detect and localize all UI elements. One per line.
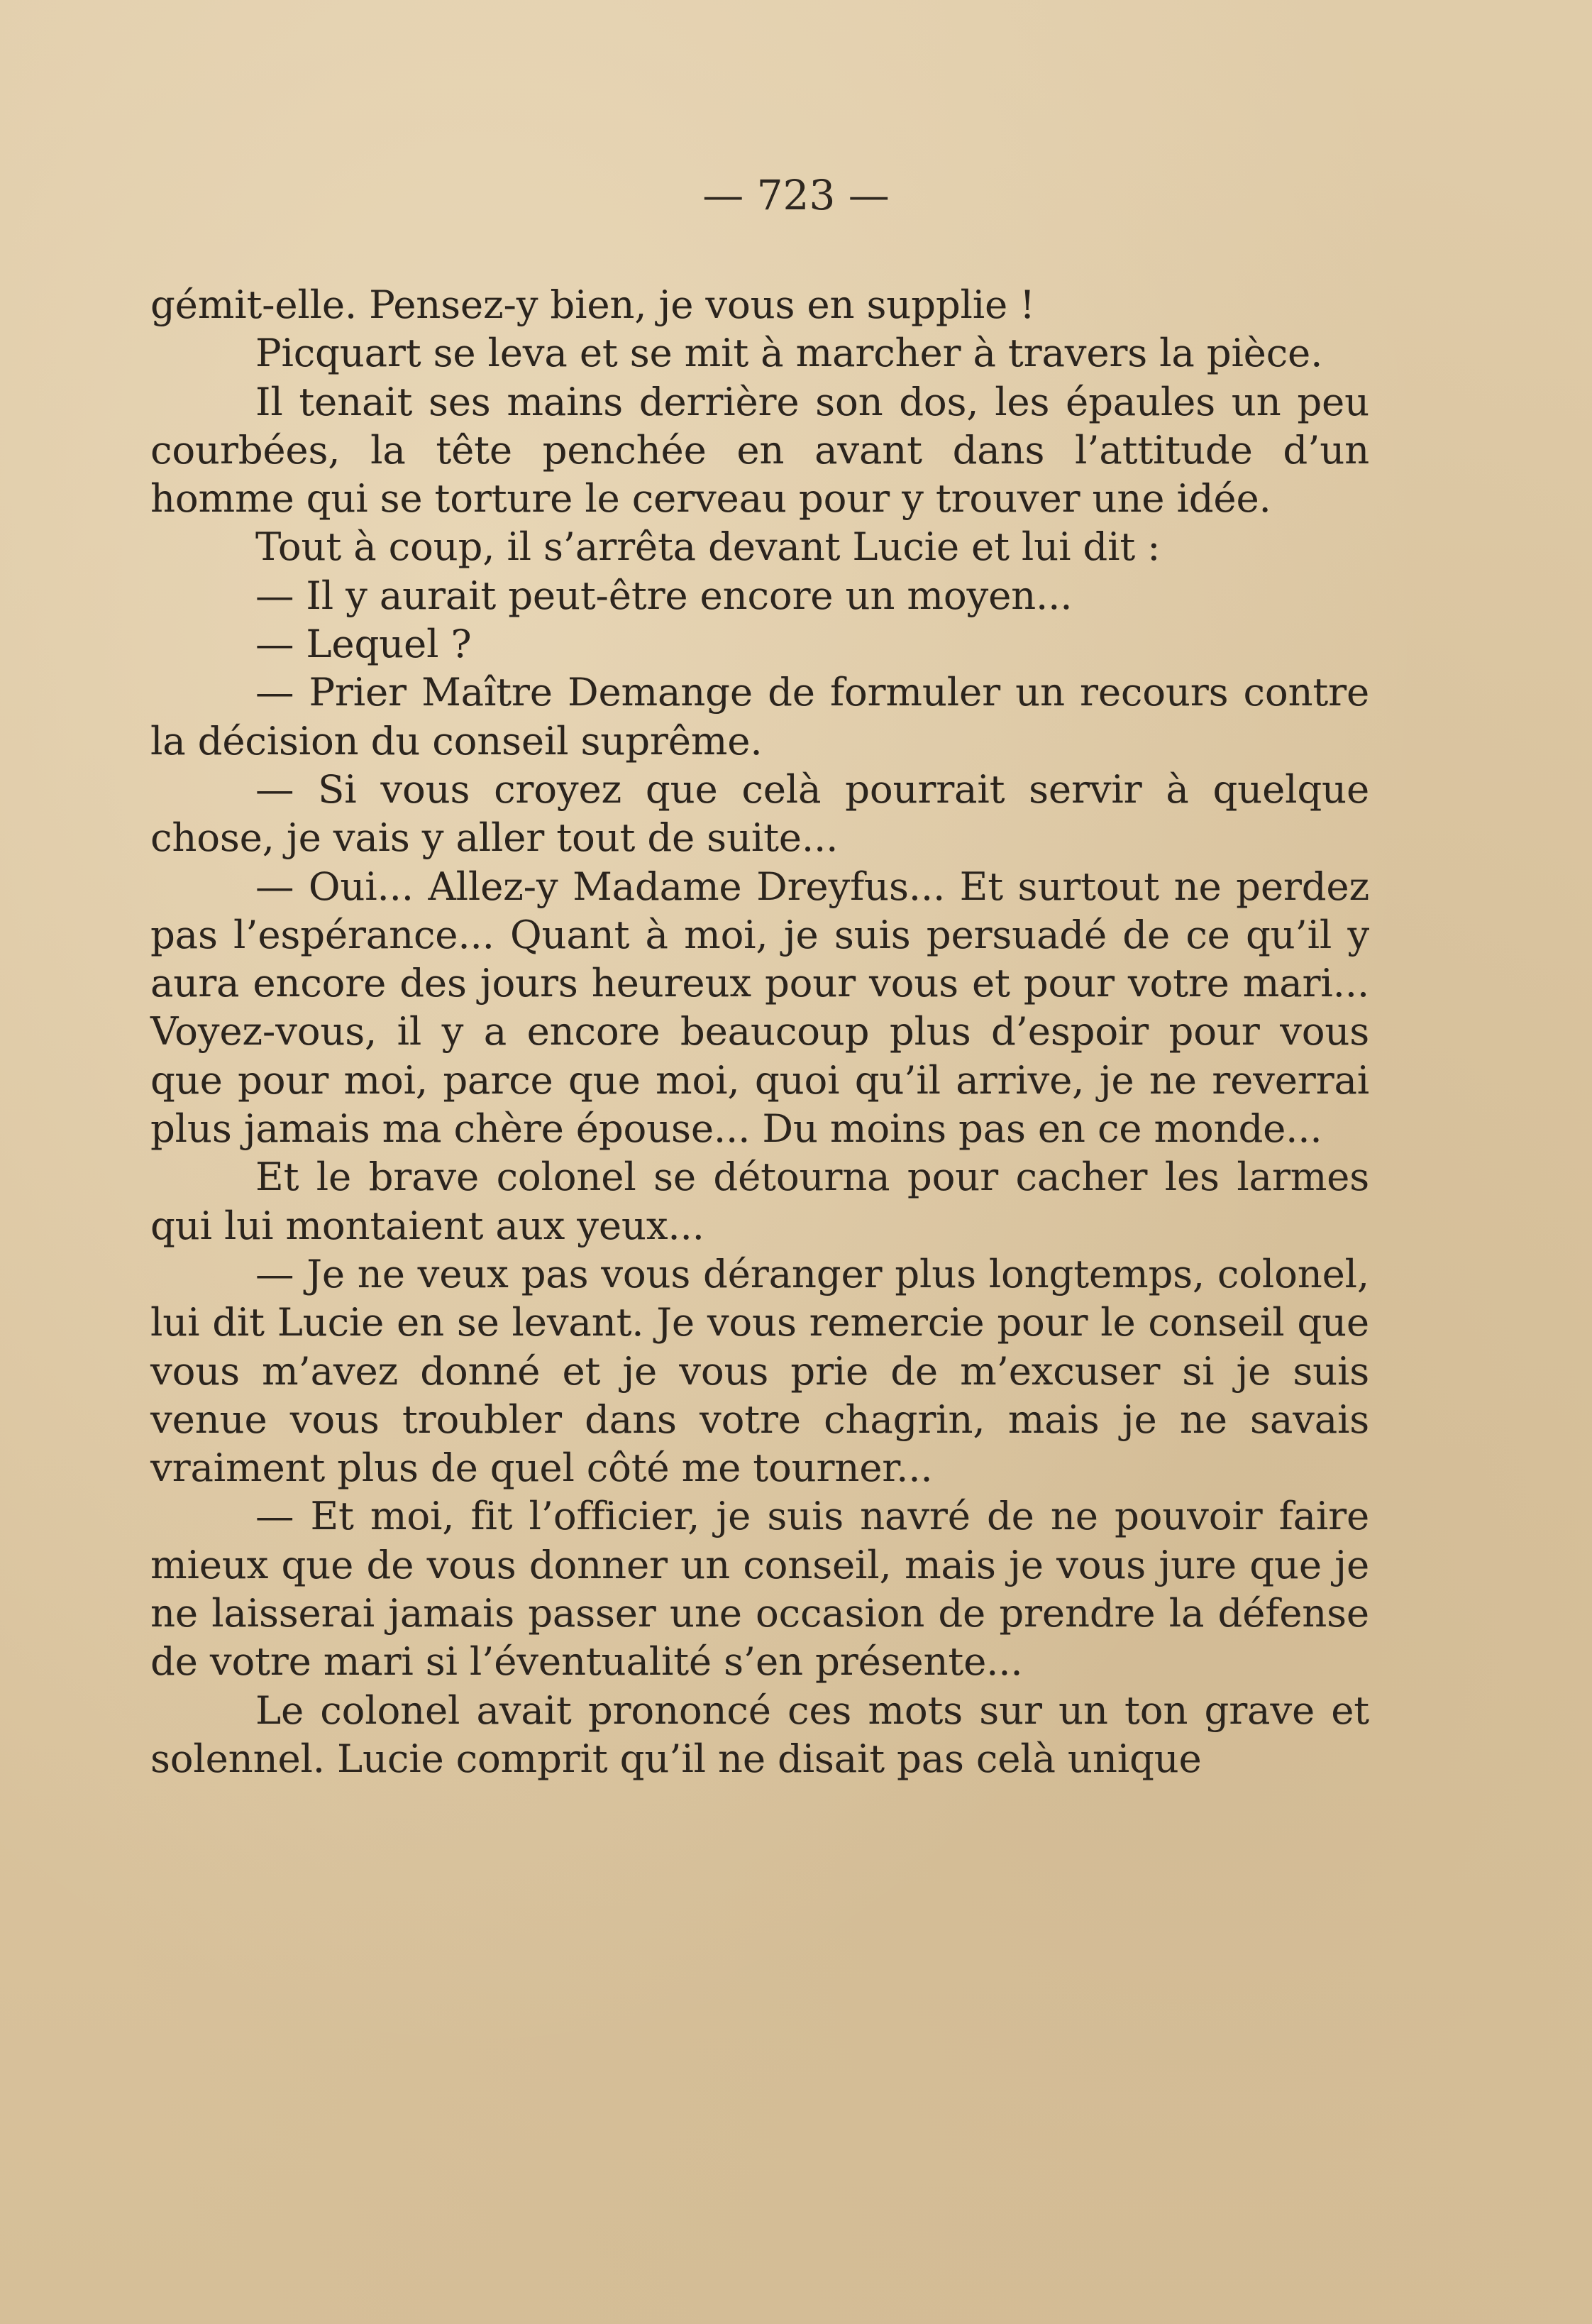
body-text [150,280,1369,1783]
dialogue-line: — Prier Maître Demange de formuler un recours contre la décision du conseil suprême. [150,669,1369,764]
paragraph: Picquart se leva et se mit à marcher à travers la pièce. [255,330,1323,376]
dialogue-line: — Lequel ? [255,621,472,667]
paragraph: Il tenait ses mains derrière son dos, les épaules un peu courbées, la tête penchée en avant dans l’attitude d’un homme qui se torture le cerveau pour y trouver une idée. [150,378,1369,522]
dialogue-line: — Je ne veux pas vous déranger plus longtemps, colonel, lui dit Lucie en se levant. Je vous remercie pour le conseil que vous m’avez donné et je vous prie de m’excuser si je suis venue vous troubler dans votre chagrin, mais je ne savais vraiment plus de quel côté me tourner... [150,1250,1369,1491]
paragraph: Le colonel avait prononcé ces mots sur un ton grave et solennel. Lucie comprit qu’il ne disait pas celà unique [150,1687,1369,1781]
dialogue-line: — Et moi, fit l’officier, je suis navré de ne pouvoir faire mieux que de vous donner un conseil, mais je vous jure que je ne laisserai jamais passer une occasion de prendre la défense de votre mari si l’éventualité s’en présente... [150,1493,1369,1685]
paragraph: Tout à coup, il s’arrêta devant Lucie et lui dit : [255,524,1161,570]
dialogue-line: — Oui... Allez-y Madame Dreyfus... Et surtout ne perdez pas l’espérance... Quant à moi, je suis persuadé de ce qu’il y aura encore des jours heureux pour vous et pour votre mari... Voyez-vous, il y a encore beaucoup plus d’espoir pour vous que pour moi, parce que moi, quoi qu’il arrive, je ne reverrai plus jamais ma chère épouse... Du moins pas en ce monde... [150,863,1369,1152]
paragraph: Et le brave colonel se détourna pour cacher les larmes qui lui montaient aux yeux... [150,1154,1369,1248]
page-number: — 723 — [702,171,890,219]
paragraph: gémit-elle. Pensez-y bien, je vous en supplie ! [150,282,1035,327]
dialogue-line: — Il y aurait peut-être encore un moyen... [255,572,1073,618]
dialogue-line: — Si vous croyez que celà pourrait servir à quelque chose, je vais y aller tout de suite... [150,766,1369,861]
